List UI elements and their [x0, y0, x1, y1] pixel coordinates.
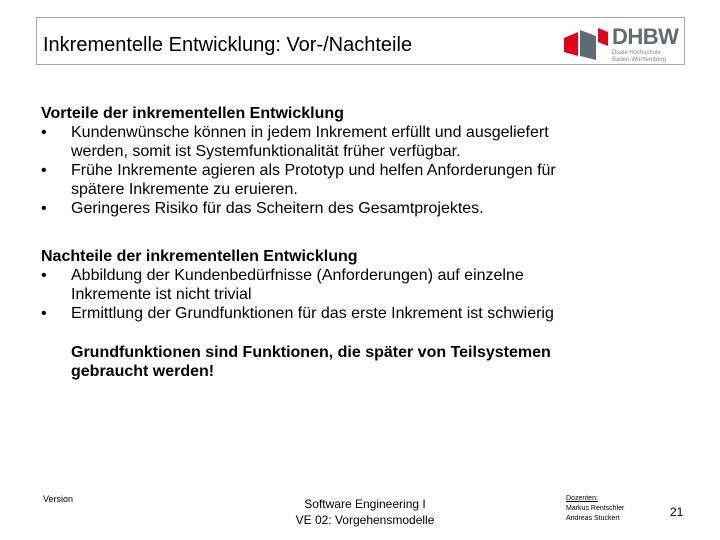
footer-course: [280, 496, 450, 528]
bullet-line: Ermittlung der Grundfunktionen für das erste Inkrement ist schwierig: [71, 305, 554, 322]
advantages-heading: Vorteile der inkrementellen Entwicklung: [41, 105, 344, 122]
advantage-item: [41, 161, 701, 199]
dhbw-logo-mark: [562, 26, 610, 62]
logo-subline-1: Duale Hochschule: [612, 50, 661, 56]
bullet-line: Frühe Inkremente agieren als Prototyp und helfen Anforderungen für: [71, 162, 556, 179]
slide-title: Inkrementelle Entwicklung: Vor-/Nachteile: [43, 34, 413, 56]
footer-authors: [566, 494, 624, 524]
course-unit: VE 02: Vorgehensmodelle: [295, 513, 435, 527]
logo-subline-2: Baden-Württemberg: [612, 57, 667, 63]
logo-wordmark: DHBW: [612, 24, 679, 49]
slide-body: [41, 104, 701, 381]
bullet-line: spätere Inkremente zu eruieren.: [71, 181, 298, 198]
bullet-line: Kundenwünsche können in jedem Inkrement erfüllt und ausgeliefert: [71, 124, 549, 141]
authors-label: Dozenten:: [566, 495, 598, 502]
advantage-item: [41, 123, 701, 161]
bullet-icon: •: [41, 305, 47, 322]
course-title: Software Engineering I: [304, 497, 426, 511]
note-line: Grundfunktionen sind Funktionen, die später von Teilsystemen: [71, 344, 551, 361]
advantages-list: [41, 123, 701, 218]
bullet-line: Inkremente ist nicht trivial: [71, 286, 252, 303]
author-name: Andreas Stuckert: [566, 515, 620, 522]
bullet-icon: •: [41, 267, 47, 284]
disadvantages-list: [41, 266, 701, 323]
disadvantages-heading: Nachteile der inkrementellen Entwicklung: [41, 248, 358, 265]
bullet-icon: •: [41, 162, 47, 179]
definition-note: [41, 343, 701, 381]
author-name: Markus Rentschler: [566, 505, 625, 512]
page-number: 21: [670, 505, 684, 519]
bullet-line: Abbildung der Kundenbedürfnisse (Anforderungen) auf einzelne: [71, 267, 524, 284]
bullet-icon: •: [41, 124, 47, 141]
disadvantage-item: [41, 266, 701, 304]
note-line: gebraucht werden!: [71, 363, 215, 380]
advantage-item: [41, 199, 701, 218]
bullet-line: Geringeres Risiko für das Scheitern des Gesamtprojektes.: [71, 200, 484, 217]
disadvantage-item: [41, 304, 701, 323]
bullet-line: werden, somit ist Systemfunktionalität früher verfügbar.: [71, 143, 461, 160]
footer-version: Version: [43, 494, 74, 504]
dhbw-logo: [562, 24, 684, 64]
bullet-icon: •: [41, 200, 47, 217]
